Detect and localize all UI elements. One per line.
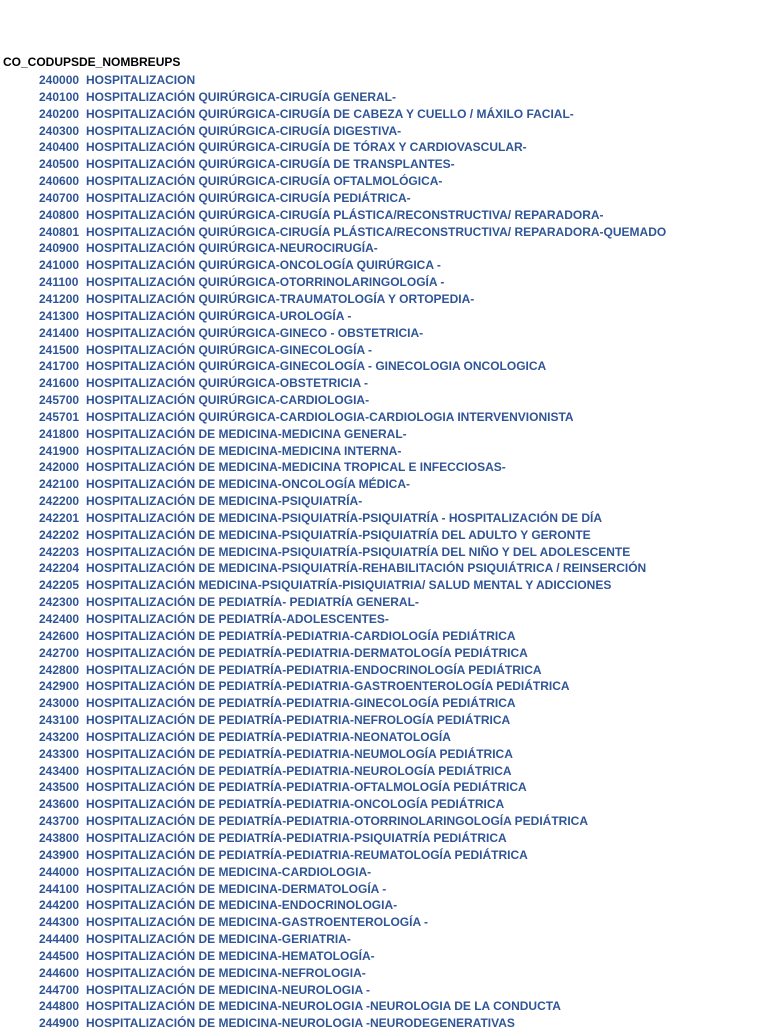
list-item	[39, 645, 767, 662]
ups-code: 240900	[39, 241, 80, 256]
ups-name: HOSPITALIZACIÓN DE PEDIATRÍA-PEDIATRIA-NEUMOLOGÍA PEDIÁTRICA	[86, 746, 513, 761]
list-item	[39, 577, 767, 594]
ups-code: 244900	[39, 1016, 80, 1031]
ups-code: 242800	[39, 662, 80, 677]
ups-code: 240801	[39, 224, 80, 239]
list-item	[39, 796, 767, 813]
list-item	[39, 544, 767, 561]
ups-name: HOSPITALIZACIÓN DE MEDICINA-NEUROLOGIA -NEUROLOGIA DE LA CONDUCTA	[86, 999, 561, 1014]
ups-name: HOSPITALIZACIÓN DE MEDICINA-NEFROLOGIA-	[86, 965, 366, 980]
list-item	[39, 881, 767, 898]
list-item	[39, 358, 767, 375]
ups-name: HOSPITALIZACIÓN QUIRÚRGICA-CIRUGÍA OFTALMOLÓGICA-	[86, 174, 443, 189]
ups-code: 240200	[39, 106, 80, 121]
ups-code: 242700	[39, 645, 80, 660]
list-item	[39, 998, 767, 1015]
list-item	[39, 914, 767, 931]
ups-code: 243700	[39, 814, 80, 829]
ups-name: HOSPITALIZACIÓN QUIRÚRGICA-ONCOLOGÍA QUIRÚRGICA -	[86, 258, 441, 273]
ups-code: 240300	[39, 123, 80, 138]
ups-code: 240700	[39, 190, 80, 205]
ups-name: HOSPITALIZACIÓN DE PEDIATRÍA-PEDIATRIA-GINECOLOGÍA PEDIÁTRICA	[86, 696, 516, 711]
list-item	[39, 224, 767, 241]
ups-name: HOSPITALIZACIÓN MEDICINA-PSIQUIATRÍA-PISIQUIATRIA/ SALUD MENTAL Y ADICCIONES	[86, 578, 612, 593]
ups-name: HOSPITALIZACIÓN QUIRÚRGICA-OBSTETRICIA -	[86, 376, 368, 391]
ups-name: HOSPITALIZACIÓN DE PEDIATRÍA-PEDIATRIA-ONCOLOGÍA PEDIÁTRICA	[86, 797, 505, 812]
ups-name: HOSPITALIZACIÓN DE MEDICINA-PSIQUIATRÍA-PSIQUIATRÍA - HOSPITALIZACIÓN DE DÍA	[86, 510, 602, 525]
ups-code: 241200	[39, 291, 80, 306]
ups-name: HOSPITALIZACIÓN QUIRÚRGICA-NEUROCIRUGÍA-	[86, 241, 378, 256]
ups-name: HOSPITALIZACIÓN DE PEDIATRÍA-PEDIATRIA-NEFROLOGÍA PEDIÁTRICA	[86, 713, 511, 728]
ups-name: HOSPITALIZACIÓN DE MEDICINA-ONCOLOGÍA MÉDICA-	[86, 477, 410, 492]
ups-code: 244700	[39, 982, 80, 997]
list-item	[39, 257, 767, 274]
ups-name: HOSPITALIZACIÓN QUIRÚRGICA-GINECO - OBSTETRICIA-	[86, 325, 424, 340]
list-item	[39, 948, 767, 965]
ups-code: 241100	[39, 275, 79, 290]
ups-name: HOSPITALIZACIÓN QUIRÚRGICA-CIRUGÍA DE TÓRAX Y CARDIOVASCULAR-	[86, 140, 527, 155]
list-item	[39, 342, 767, 359]
ups-name: HOSPITALIZACIÓN DE PEDIATRÍA-PEDIATRIA-OFTALMOLOGÍA PEDIÁTRICA	[86, 780, 527, 795]
list-item	[39, 965, 767, 982]
list-item	[39, 830, 767, 847]
ups-name: HOSPITALIZACIÓN QUIRÚRGICA-CIRUGÍA PLÁSTICA/RECONSTRUCTIVA/ REPARADORA-	[86, 207, 604, 222]
list-item	[39, 594, 767, 611]
ups-name: HOSPITALIZACIÓN QUIRÚRGICA-CIRUGÍA DE TRANSPLANTES-	[86, 157, 455, 172]
ups-name: HOSPITALIZACIÓN QUIRÚRGICA-CIRUGÍA GENERAL-	[86, 89, 396, 104]
list-item	[39, 375, 767, 392]
list-item	[39, 72, 767, 89]
ups-code: 243600	[39, 797, 80, 812]
ups-code: 240100	[39, 89, 80, 104]
list-item	[39, 476, 767, 493]
list-item	[39, 746, 767, 763]
list-item	[39, 459, 767, 476]
ups-name: HOSPITALIZACIÓN DE PEDIATRÍA-ADOLESCENTES-	[86, 612, 389, 626]
list-item	[39, 678, 767, 695]
list-item	[39, 611, 767, 628]
ups-code: 241600	[39, 376, 80, 391]
list-item	[39, 897, 767, 914]
ups-name: HOSPITALIZACIÓN DE PEDIATRÍA-PEDIATRIA-NEUROLOGÍA PEDIÁTRICA	[86, 763, 512, 778]
ups-name: HOSPITALIZACIÓN DE PEDIATRÍA- PEDIATRÍA GENERAL-	[86, 595, 419, 610]
ups-code: 242400	[39, 612, 80, 626]
ups-name: HOSPITALIZACIÓN DE MEDICINA-GERIATRIA-	[86, 932, 351, 947]
ups-name: HOSPITALIZACIÓN QUIRÚRGICA-TRAUMATOLOGÍA Y ORTOPEDIA-	[86, 291, 475, 306]
list-item	[39, 712, 767, 729]
ups-name: HOSPITALIZACIÓN QUIRÚRGICA-GINECOLOGÍA -	[86, 342, 372, 357]
ups-code: 244000	[39, 864, 80, 879]
ups-name: HOSPITALIZACIÓN DE MEDICINA-PSIQUIATRÍA-	[86, 494, 363, 509]
list-item	[39, 527, 767, 544]
ups-name: HOSPITALIZACIÓN DE MEDICINA-DERMATOLOGÍA -	[86, 881, 387, 896]
ups-code: 241700	[39, 359, 80, 374]
list-item	[39, 443, 767, 460]
ups-name: HOSPITALIZACIÓN DE PEDIATRÍA-PEDIATRIA-ENDOCRINOLOGÍA PEDIÁTRICA	[86, 662, 542, 677]
ups-name: HOSPITALIZACIÓN DE PEDIATRÍA-PEDIATRIA-CARDIOLOGÍA PEDIÁTRICA	[86, 628, 516, 643]
ups-name: HOSPITALIZACIÓN DE MEDICINA-PSIQUIATRÍA-PSIQUIATRÍA DEL ADULTO Y GERONTE	[86, 527, 591, 542]
ups-name: HOSPITALIZACIÓN QUIRÚRGICA-CIRUGÍA PEDIÁTRICA-	[86, 190, 411, 205]
ups-code: 243100	[39, 713, 80, 728]
ups-code: 242203	[39, 544, 80, 559]
ups-code: 241900	[39, 443, 80, 458]
ups-name: HOSPITALIZACIÓN DE MEDICINA-PSIQUIATRÍA-PSIQUIATRÍA DEL NIÑO Y DEL ADOLESCENTE	[86, 544, 631, 559]
ups-code: 243200	[39, 729, 80, 744]
column-header: CO_CODUPSDE_NOMBREUPS	[3, 55, 181, 69]
list-item	[39, 291, 767, 308]
ups-code: 242202	[39, 527, 80, 542]
ups-code: 244800	[39, 999, 80, 1014]
list-item	[39, 392, 767, 409]
list-item	[39, 106, 767, 123]
list-item	[39, 695, 767, 712]
ups-code: 240500	[39, 157, 80, 172]
ups-code: 241500	[39, 342, 80, 357]
ups-name: HOSPITALIZACIÓN DE PEDIATRÍA-PEDIATRIA-REUMATOLOGÍA PEDIÁTRICA	[86, 847, 528, 862]
list-item	[39, 662, 767, 679]
ups-code: 242900	[39, 679, 80, 694]
ups-code: 242201	[39, 510, 80, 525]
list-item	[39, 729, 767, 746]
ups-code: 240600	[39, 174, 80, 189]
ups-code: 244200	[39, 898, 80, 913]
ups-code: 243400	[39, 763, 80, 778]
list-item	[39, 123, 767, 140]
list-item	[39, 308, 767, 325]
list-item	[39, 325, 767, 342]
ups-list	[39, 72, 767, 1032]
ups-name: HOSPITALIZACION	[86, 73, 196, 87]
ups-code: 243900	[39, 847, 80, 862]
ups-name: HOSPITALIZACIÓN QUIRÚRGICA-CARDIOLOGIA-	[86, 393, 370, 408]
list-item	[39, 864, 767, 881]
ups-name: HOSPITALIZACIÓN DE PEDIATRÍA-PEDIATRIA-DERMATOLOGÍA PEDIÁTRICA	[86, 645, 528, 660]
ups-name: HOSPITALIZACIÓN DE MEDICINA-GASTROENTEROLOGÍA -	[86, 915, 428, 930]
ups-code: 241300	[39, 308, 80, 323]
ups-name: HOSPITALIZACIÓN QUIRÚRGICA-CARDIOLOGIA-CARDIOLOGIA INTERVENVIONISTA	[86, 409, 574, 424]
ups-name: HOSPITALIZACIÓN DE PEDIATRÍA-PEDIATRIA-OTORRINOLARINGOLOGÍA PEDIÁTRICA	[86, 814, 588, 829]
list-item	[39, 207, 767, 224]
ups-code: 242300	[39, 595, 80, 610]
list-item	[39, 628, 767, 645]
ups-code: 240400	[39, 140, 80, 155]
list-item	[39, 426, 767, 443]
list-item	[39, 931, 767, 948]
ups-name: HOSPITALIZACIÓN DE PEDIATRÍA-PEDIATRIA-NEONATOLOGÍA	[86, 729, 451, 744]
ups-code: 242000	[39, 460, 80, 475]
ups-name: HOSPITALIZACIÓN DE MEDICINA-NEUROLOGIA -NEURODEGENERATIVAS	[86, 1016, 515, 1031]
ups-code: 245701	[39, 409, 80, 424]
ups-code: 240800	[39, 207, 80, 222]
ups-code: 242200	[39, 494, 80, 509]
list-item	[39, 982, 767, 999]
ups-code: 243000	[39, 696, 80, 711]
ups-name: HOSPITALIZACIÓN DE MEDICINA-HEMATOLOGÍA-	[86, 948, 375, 963]
ups-name: HOSPITALIZACIÓN QUIRÚRGICA-CIRUGÍA PLÁSTICA/RECONSTRUCTIVA/ REPARADORA-QUEMADO	[86, 224, 667, 239]
ups-code: 242204	[39, 561, 80, 576]
list-item	[39, 274, 767, 291]
ups-name: HOSPITALIZACIÓN QUIRÚRGICA-CIRUGÍA DIGESTIVA-	[86, 123, 402, 138]
ups-name: HOSPITALIZACIÓN DE MEDICINA-ENDOCRINOLOGIA-	[86, 898, 398, 913]
list-item	[39, 847, 767, 864]
ups-code: 243500	[39, 780, 80, 795]
list-item	[39, 240, 767, 257]
ups-code: 244400	[39, 932, 80, 947]
ups-code: 242600	[39, 628, 80, 643]
ups-name: HOSPITALIZACIÓN DE MEDICINA-PSIQUIATRÍA-REHABILITACIÓN PSIQUIÁTRICA / REINSERCIÓN	[86, 561, 647, 576]
list-item	[39, 560, 767, 577]
list-item	[39, 89, 767, 106]
list-item	[39, 779, 767, 796]
ups-code: 244300	[39, 915, 80, 930]
list-item	[39, 409, 767, 426]
list-item	[39, 510, 767, 527]
ups-code: 241400	[39, 325, 80, 340]
ups-code: 241800	[39, 426, 80, 441]
ups-name: HOSPITALIZACIÓN QUIRÚRGICA-OTORRINOLARINGOLOGÍA -	[86, 275, 445, 290]
ups-code: 240000	[39, 73, 80, 87]
ups-code: 242205	[39, 578, 80, 593]
ups-code: 244500	[39, 948, 80, 963]
ups-name: HOSPITALIZACIÓN DE MEDICINA-MEDICINA INTERNA-	[86, 443, 402, 458]
ups-code: 243800	[39, 830, 80, 845]
ups-code: 244600	[39, 965, 80, 980]
list-item	[39, 156, 767, 173]
list-item	[39, 763, 767, 780]
ups-name: HOSPITALIZACIÓN DE MEDICINA-MEDICINA GENERAL-	[86, 426, 407, 441]
ups-name: HOSPITALIZACIÓN QUIRÚRGICA-GINECOLOGÍA - GINECOLOGIA ONCOLOGICA	[86, 359, 547, 374]
ups-name: HOSPITALIZACIÓN DE MEDICINA-CARDIOLOGIA-	[86, 864, 372, 879]
ups-name: HOSPITALIZACIÓN DE MEDICINA-MEDICINA TROPICAL E INFECCIOSAS-	[86, 460, 506, 475]
ups-code: 245700	[39, 393, 80, 408]
ups-name: HOSPITALIZACIÓN QUIRÚRGICA-UROLOGÍA -	[86, 308, 352, 323]
list-item	[39, 190, 767, 207]
ups-name: HOSPITALIZACIÓN DE MEDICINA-NEUROLOGIA -	[86, 982, 370, 997]
list-item	[39, 493, 767, 510]
ups-code: 242100	[39, 477, 80, 492]
ups-name: HOSPITALIZACIÓN QUIRÚRGICA-CIRUGÍA DE CABEZA Y CUELLO / MÁXILO FACIAL-	[86, 106, 574, 121]
list-item	[39, 813, 767, 830]
ups-code: 243300	[39, 746, 80, 761]
list-item	[39, 139, 767, 156]
ups-code: 241000	[39, 258, 80, 273]
ups-name: HOSPITALIZACIÓN DE PEDIATRÍA-PEDIATRIA-GASTROENTEROLOGÍA PEDIÁTRICA	[86, 679, 570, 694]
ups-name: HOSPITALIZACIÓN DE PEDIATRÍA-PEDIATRIA-PSIQUIATRÍA PEDIÁTRICA	[86, 830, 507, 845]
list-item	[39, 173, 767, 190]
ups-code: 244100	[39, 881, 80, 896]
